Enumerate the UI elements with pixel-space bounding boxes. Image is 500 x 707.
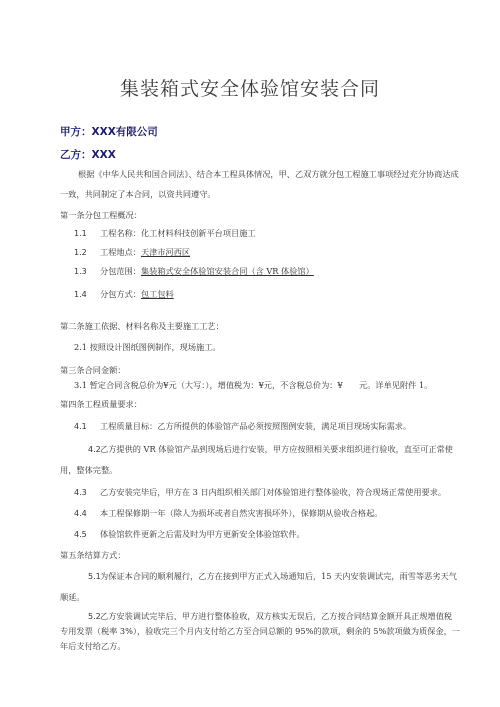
item-text: 体验馆软件更新之后需及时为甲方更新安全体验馆软件。 bbox=[100, 529, 305, 539]
article-2-item: 2.1 按照设计图纸图例制作，现场施工。 bbox=[74, 342, 221, 352]
item-label: 分包范围： bbox=[100, 266, 141, 276]
article-1-item bbox=[74, 244, 474, 261]
article-1-item bbox=[74, 286, 474, 303]
item-label: 工程地点： bbox=[100, 247, 141, 257]
article-4-item bbox=[74, 418, 474, 435]
item-number: 5.2 bbox=[88, 612, 101, 621]
article-1-item bbox=[74, 263, 474, 280]
article-5-heading: 第五条结算方式： bbox=[60, 550, 126, 560]
item-value: 天津市河西区 bbox=[140, 247, 191, 257]
article-4-item bbox=[74, 526, 474, 543]
item-number: 1.4 bbox=[74, 290, 87, 299]
item-label: 工程名称： bbox=[100, 228, 141, 238]
intro-paragraph: 根据《中华人民共和国合同法》、结合本工程具体情况，甲、乙双方就分包工程施工事项经过充分协商达成一致，共同制定了本合同，以资共同遵守。 bbox=[60, 169, 459, 199]
item-value: 化工材料科技创新平台项目施工 bbox=[140, 228, 256, 238]
item-text: 乙方提供的 VR 体验馆产品到现场后进行安装，甲方应按照相关要求组织进行验收，直至可正常使用，整体完整。 bbox=[60, 444, 453, 475]
item-number: 5.1 bbox=[88, 572, 101, 581]
item-number: 4.3 bbox=[74, 488, 87, 497]
item-number: 4.4 bbox=[74, 509, 87, 518]
article-1-heading: 第一条分包工程概况： bbox=[60, 210, 142, 220]
item-text: 本工程保修期一年（除人为损坏或者自然灾害损坏外），保修期从验收合格起。 bbox=[100, 508, 383, 518]
article-4-item bbox=[60, 439, 460, 481]
item-number: 4.1 bbox=[74, 422, 87, 431]
document-title: 集装箱式安全体验馆安装合同 bbox=[119, 78, 380, 100]
item-text: 为保证本合同的顺利履行，乙方在接到甲方正式入场通知后，15 天内安装调试完，雨雪等恶劣天气顺延。 bbox=[60, 571, 457, 602]
item-label: 分包方式： bbox=[100, 289, 141, 299]
article-4-heading: 第四条工程质量要求： bbox=[60, 399, 142, 409]
article-5-item bbox=[60, 566, 460, 608]
item-value: 集装箱式安全体验馆安装合同（含 VR 体验馆） bbox=[140, 266, 314, 276]
item-text: 工程质量目标：乙方所提供的体验馆产品必须按照图例安装，满足项目现场实际需求。 bbox=[100, 421, 412, 431]
article-5-item bbox=[60, 609, 460, 654]
item-number: 4.5 bbox=[74, 530, 87, 539]
item-number: 1.2 bbox=[74, 248, 87, 257]
item-value: 包工包料 bbox=[140, 289, 174, 299]
party-a: 甲方：XXX有限公司 bbox=[60, 126, 158, 138]
item-text: 乙方安装调试完毕后、甲方进行整体验收，双方核实无误后，乙方按合同结算金额开具正规增值税专用发票（税率 3%），验收完三个月内支付给乙方至合同总额的 95%的款项，剩余的 5%款项做为质保金，一年后支付给乙方。 bbox=[60, 611, 460, 651]
article-1-item bbox=[74, 225, 474, 242]
article-4-item bbox=[74, 484, 474, 501]
party-b: 乙方：XXX bbox=[60, 149, 116, 161]
item-number: 1.1 bbox=[74, 229, 87, 238]
article-3-item: 3.1 暂定合同含税总价为¥元（大写：），增值税为：¥元，不含税总价为：¥ 元。详单见附件 1。 bbox=[74, 380, 433, 390]
item-text: 乙方安装完毕后，甲方在 3 日内组织相关部门对体验馆进行整体验收，符合现场正常使用要求。 bbox=[100, 487, 447, 497]
item-number: 4.2 bbox=[88, 445, 101, 454]
article-3-heading: 第三条合同金额： bbox=[60, 365, 126, 375]
article-4-item bbox=[74, 505, 474, 522]
article-2-heading: 第二条施工依据、材料名称及主要施工工艺： bbox=[60, 321, 224, 331]
item-number: 1.3 bbox=[74, 267, 87, 276]
